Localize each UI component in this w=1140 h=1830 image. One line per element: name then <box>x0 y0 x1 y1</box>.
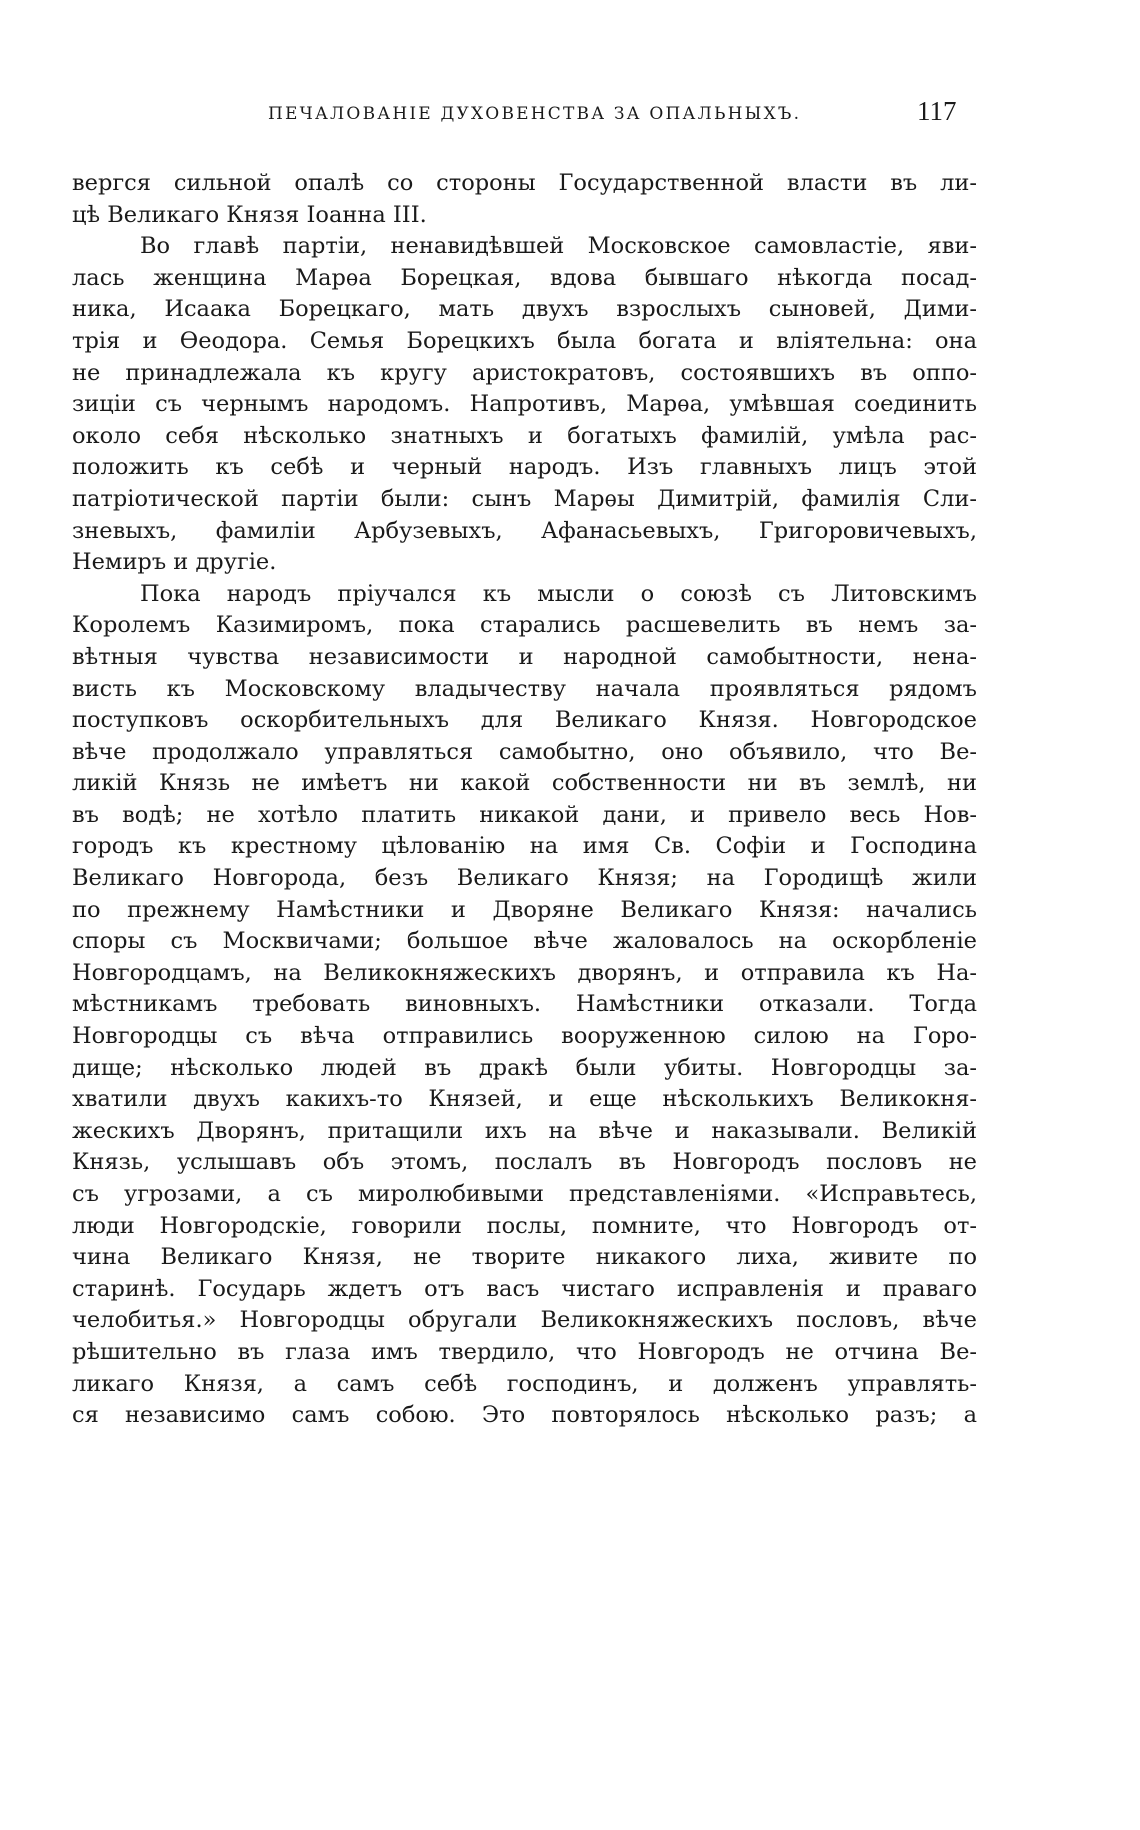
text-line: Пока народъ пріучался къ мысли о союзѣ съ Литовскимъ <box>140 580 977 607</box>
text-line: по прежнему Намѣстники и Дворяне Великаго Князя: начались <box>72 896 977 923</box>
text-line: не принадлежала къ кругу аристократовъ, состоявшихъ въ оппо- <box>72 359 977 386</box>
text-line: мѣстникамъ требовать виновныхъ. Намѣстники отказали. Тогда <box>72 991 977 1018</box>
text-line: Великаго Новгорода, безъ Великаго Князя; на Городищѣ жили <box>72 865 977 892</box>
text-line: около себя нѣсколько знатныхъ и богатыхъ фамилій, умѣла рас- <box>72 422 977 449</box>
text-line: Во главѣ партіи, ненавидѣвшей Московское самовластіе, яви- <box>140 233 977 260</box>
text-line: Королемъ Казимиромъ, пока старались расшевелить въ немъ за- <box>72 612 977 639</box>
text-line: трія и Ѳеодора. Семья Борецкихъ была богата и вліятельна: она <box>72 327 977 354</box>
text-line: въ водѣ; не хотѣло платить никакой дани, и привело весь Нов- <box>72 801 977 828</box>
text-line: ликій Князь не имѣетъ ни какой собственности ни въ землѣ, ни <box>72 770 977 797</box>
text-line: вѣтныя чувства независимости и народной самобытности, нена- <box>72 643 977 670</box>
text-line: вергся сильной опалѣ со стороны Государственной власти въ ли- <box>72 170 977 196</box>
text-line: поступковъ оскорбительныхъ для Великаго Князя. Новгородское <box>72 707 977 734</box>
page-number: 117 <box>917 96 957 126</box>
text-line: ника, Исаака Борецкаго, мать двухъ взрослыхъ сыновей, Дими- <box>72 296 977 323</box>
text-line: хватили двухъ какихъ-то Князей, и еще нѣсколькихъ Великокня- <box>72 1086 977 1113</box>
body-text <box>72 168 977 1432</box>
text-line: споры съ Москвичами; большое вѣче жаловалось на оскорбленіе <box>72 928 977 955</box>
text-line: челобитья.» Новгородцы обругали Великокняжескихъ пословъ, вѣче <box>72 1307 977 1334</box>
text-line: лась женщина Марѳа Борецкая, вдова бывшаго нѣкогда посад- <box>72 264 977 291</box>
running-title: ПЕЧАЛОВАНІЕ ДУХОВЕНСТВА ЗА ОПАЛЬНЫХЪ. <box>268 104 802 124</box>
text-line: цѣ Великаго Князя Іоанна III. <box>72 201 427 228</box>
text-line: жескихъ Дворянъ, притащили ихъ на вѣче и наказывали. Великій <box>72 1117 977 1144</box>
text-line: зиціи съ чернымъ народомъ. Напротивъ, Марѳа, умѣвшая соединить <box>72 391 977 418</box>
text-line: Новгородцы съ вѣча отправились вооруженною силою на Горо- <box>72 1023 977 1050</box>
text-line: городъ къ крестному цѣлованію на имя Св. Софіи и Господина <box>72 833 977 860</box>
text-line: зневыхъ, фамиліи Арбузевыхъ, Афанасьевыхъ, Григоровичевыхъ, <box>72 517 977 544</box>
text-line: дище; нѣсколько людей въ дракѣ были убиты. Новгородцы за- <box>72 1054 977 1081</box>
text-line: положить къ себѣ и черный народъ. Изъ главныхъ лицъ этой <box>72 454 977 481</box>
text-line: чина Великаго Князя, не творите никакого лиха, живите по <box>72 1244 977 1271</box>
text-line: вѣче продолжало управляться самобытно, оно объявило, что Ве- <box>72 738 977 765</box>
text-line: ликаго Князя, а самъ себѣ господинъ, и долженъ управлять- <box>72 1370 977 1397</box>
text-line: съ угрозами, а съ миролюбивыми представленіями. «Исправьтесь, <box>72 1181 977 1207</box>
text-line: старинѣ. Государь ждетъ отъ васъ чистаго исправленія и праваго <box>72 1275 977 1302</box>
text-line: Князь, услышавъ объ этомъ, послалъ въ Новгородъ пословъ не <box>72 1149 977 1176</box>
text-line: Немиръ и другіе. <box>72 549 277 576</box>
text-line: Новгородцамъ, на Великокняжескихъ дворянъ, и отправила къ На- <box>72 959 977 986</box>
text-line: рѣшительно въ глаза имъ твердило, что Новгородъ не отчина Ве- <box>72 1338 977 1365</box>
text-line: люди Новгородскіе, говорили послы, помните, что Новгородъ от- <box>72 1212 977 1239</box>
text-line: патріотической партіи были: сынъ Марѳы Димитрій, фамилія Сли- <box>72 485 977 512</box>
text-line: ся независимо самъ собою. Это повторялось нѣсколько разъ; а <box>72 1402 977 1429</box>
text-line: висть къ Московскому владычеству начала проявляться рядомъ <box>72 675 977 702</box>
